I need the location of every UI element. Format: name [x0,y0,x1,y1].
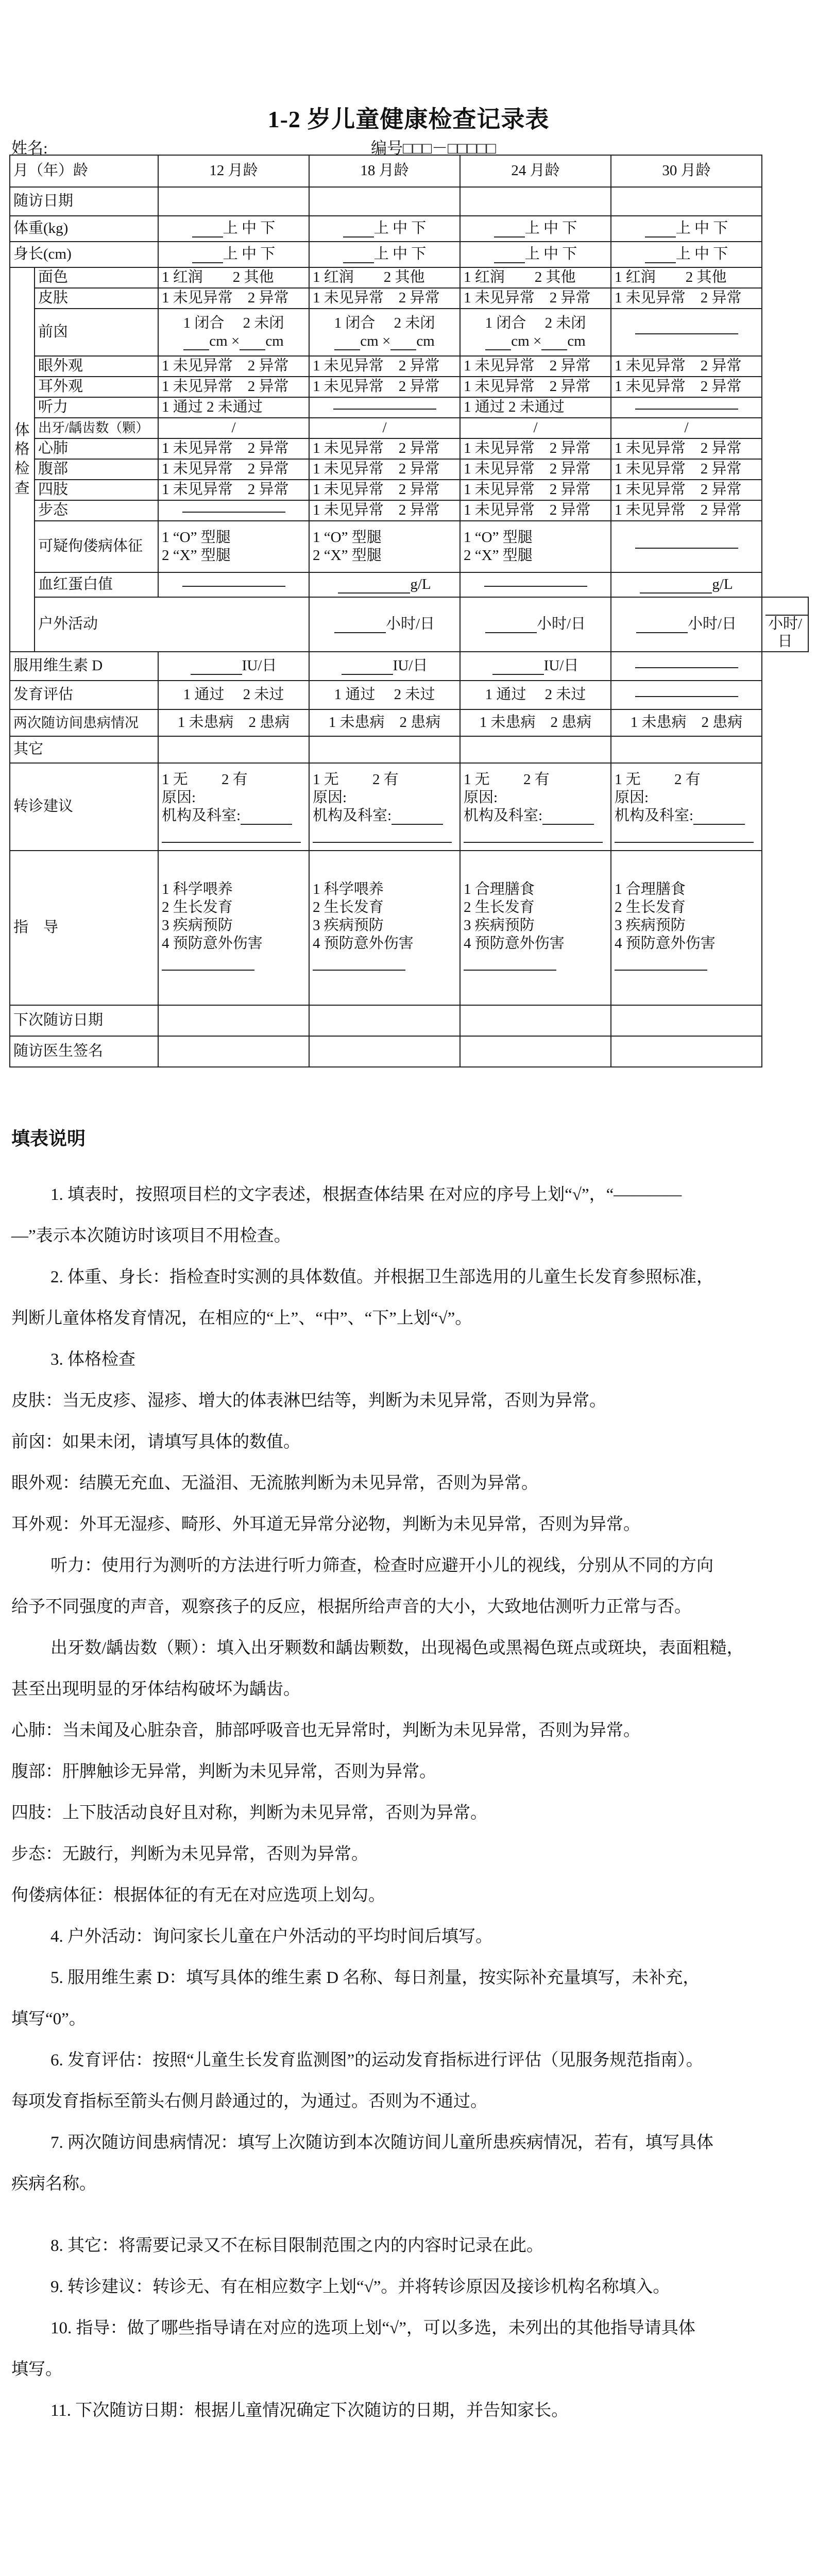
doctor-signature-label: 随访医生签名 [10,1036,158,1067]
referral-cell[interactable]: 1 无 2 有 原因: 机构及科室: [158,763,309,851]
height-cell[interactable]: 上 中 下 [158,242,309,267]
next-visit-cell[interactable] [309,1005,460,1036]
instruction-line: —”表示本次随访时该项目不用检查。 [11,1227,291,1245]
ear-label: 耳外观 [35,377,158,397]
table-row [10,309,808,356]
hearing-label: 听力 [35,397,158,418]
gait-label: 步态 [35,500,158,521]
visit-date-label: 随访日期 [10,187,158,216]
table-row [10,652,808,681]
table-row [10,500,808,521]
next-visit-cell[interactable] [158,1005,309,1036]
hemoglobin-cell [158,572,309,597]
skin-cell[interactable]: 1 未见异常 2 异常 [158,288,309,309]
abdomen-label: 腹部 [35,459,158,480]
hemoglobin-cell[interactable]: g/L [309,572,460,597]
weight-cell[interactable]: 上 中 下 [309,216,460,242]
instruction-line: 4. 户外活动：询问家长儿童在户外活动的平均时间后填写。 [50,1927,492,1946]
guidance-cell[interactable]: 1 科学喂养 2 生长发育 3 疾病预防 4 预防意外伤害 [309,851,460,1005]
table-row [10,242,808,267]
instruction-line: 判断儿童体格发育情况，在相应的“上”、“中”、“下”上划“√”。 [11,1309,472,1328]
fontanel-cell[interactable]: 1 闭合 2 未闭 cm × cm [158,309,309,356]
instruction-line: 佝偻病体征：根据体征的有无在对应选项上划勾。 [11,1886,385,1905]
heart-lung-cell[interactable]: 1 未见异常 2 异常 [309,438,460,459]
instruction-line: 听力：使用行为测听的方法进行听力筛查，检查时应避开小儿的视线，分别从不同的方向 [50,1556,713,1575]
doctor-signature-cell[interactable] [309,1036,460,1067]
table-row [10,572,808,597]
illness-cell[interactable]: 1 未患病 2 患病 [309,709,460,736]
development-cell[interactable]: 1 通过 2 未过 [460,681,611,709]
instruction-line: 填写。 [11,2360,62,2379]
other-cell[interactable] [158,736,309,763]
table-row [10,681,808,709]
table-row [10,187,808,216]
guidance-label: 指 导 [10,851,158,1005]
referral-cell[interactable]: 1 无 2 有 原因: 机构及科室: [309,763,460,851]
fontanel-label: 前囟 [35,309,158,356]
abdomen-cell[interactable]: 1 未见异常 2 异常 [309,459,460,480]
table-row [10,459,808,480]
doctor-signature-cell[interactable] [460,1036,611,1067]
weight-cell[interactable]: 上 中 下 [460,216,611,242]
limbs-cell[interactable]: 1 未见异常 2 异常 [309,480,460,500]
table-row [10,851,808,1005]
illness-cell[interactable]: 1 未患病 2 患病 [611,709,762,736]
ear-cell[interactable]: 1 未见异常 2 异常 [611,377,762,397]
development-cell[interactable]: 1 通过 2 未过 [158,681,309,709]
visit-date-cell[interactable] [158,187,309,216]
fontanel-cell[interactable]: 1 闭合 2 未闭 cm × cm [309,309,460,356]
instructions-heading: 填表说明 [11,1128,86,1149]
instruction-line: 11. 下次随访日期：根据儿童情况确定下次随访的日期，并告知家长。 [50,2401,569,2420]
instruction-line: 皮肤：当无皮疹、湿疹、增大的体表淋巴结等，判断为未见异常，否则为异常。 [11,1392,606,1410]
illness-cell[interactable]: 1 未患病 2 患病 [158,709,309,736]
instruction-line: 前囟：如果未闭，请填写具体的数值。 [11,1433,300,1451]
outdoor-cell[interactable]: 小时/日 [309,597,460,652]
referral-label: 转诊建议 [10,763,158,851]
gait-cell[interactable]: 1 未见异常 2 异常 [460,500,611,521]
face-label: 面色 [35,267,158,288]
rickets-cell [611,521,762,572]
gait-cell [158,500,309,521]
heart-lung-cell[interactable]: 1 未见异常 2 异常 [611,438,762,459]
rickets-cell[interactable]: 1 “O” 型腿 2 “X” 型腿 [460,521,611,572]
table-row [10,480,808,500]
vitamin-d-cell[interactable]: IU/日 [158,652,309,681]
limbs-cell[interactable]: 1 未见异常 2 异常 [611,480,762,500]
next-visit-label: 下次随访日期 [10,1005,158,1036]
weight-cell[interactable]: 上 中 下 [158,216,309,242]
limbs-cell[interactable]: 1 未见异常 2 异常 [460,480,611,500]
development-cell[interactable]: 1 通过 2 未过 [309,681,460,709]
hearing-cell [309,397,460,418]
visit-date-cell[interactable] [460,187,611,216]
rickets-cell[interactable]: 1 “O” 型腿 2 “X” 型腿 [158,521,309,572]
vitamin-d-cell[interactable]: IU/日 [460,652,611,681]
limbs-cell[interactable]: 1 未见异常 2 异常 [158,480,309,500]
guidance-cell[interactable]: 1 合理膳食 2 生长发育 3 疾病预防 4 预防意外伤害 [460,851,611,1005]
face-cell[interactable]: 1 红润 2 其他 [611,267,762,288]
instruction-line: 2. 体重、身长：指检查时实测的具体数值。并根据卫生部选用的儿童生长发育参照标准， [50,1268,713,1286]
instruction-line: 步态：无跛行，判断为未见异常，否则为异常。 [11,1845,368,1863]
heart-lung-label: 心肺 [35,438,158,459]
hemoglobin-cell[interactable]: g/L [611,572,762,597]
table-row [10,377,808,397]
table-row [10,397,808,418]
gait-cell[interactable]: 1 未见异常 2 异常 [309,500,460,521]
age-30: 30 月龄 [611,155,762,187]
teeth-cell[interactable]: / [309,418,460,438]
doctor-signature-cell[interactable] [158,1036,309,1067]
eye-cell[interactable]: 1 未见异常 2 异常 [309,356,460,377]
hearing-cell[interactable]: 1 通过 2 未通过 [460,397,611,418]
teeth-label: 出牙/龋齿数（颗） [35,418,158,438]
next-visit-cell[interactable] [460,1005,611,1036]
rickets-label: 可疑佝偻病体征 [35,521,158,572]
name-label: 姓名: [11,139,48,157]
table-row [10,763,808,851]
visit-date-cell[interactable] [611,187,762,216]
page-title: 1-2 岁儿童健康检查记录表 [267,106,550,132]
table-row [10,1005,808,1036]
development-label: 发育评估 [10,681,158,709]
face-cell[interactable]: 1 红润 2 其他 [309,267,460,288]
referral-cell[interactable]: 1 无 2 有 原因: 机构及科室: [611,763,762,851]
hearing-cell[interactable]: 1 通过 2 未通过 [158,397,309,418]
referral-cell[interactable]: 1 无 2 有 原因: 机构及科室: [460,763,611,851]
face-cell[interactable]: 1 红润 2 其他 [158,267,309,288]
record-number-label: 编号□□□－□□□□□ [371,139,496,157]
height-cell[interactable]: 上 中 下 [611,242,762,267]
guidance-cell[interactable]: 1 科学喂养 2 生长发育 3 疾病预防 4 预防意外伤害 [158,851,309,1005]
fontanel-cell[interactable]: 1 闭合 2 未闭 cm × cm [460,309,611,356]
instruction-line: 10. 指导：做了哪些指导请在对应的选项上划“√”，可以多选，未列出的其他指导请具体 [50,2319,695,2337]
ear-cell[interactable]: 1 未见异常 2 异常 [158,377,309,397]
table-row [10,216,808,242]
instruction-line: 3. 体格检查 [50,1350,135,1369]
skin-cell[interactable]: 1 未见异常 2 异常 [460,288,611,309]
heart-lung-cell[interactable]: 1 未见异常 2 异常 [460,438,611,459]
heart-lung-cell[interactable]: 1 未见异常 2 异常 [158,438,309,459]
limbs-label: 四肢 [35,480,158,500]
instruction-line: 5. 服用维生素 D：填写具体的维生素 D 名称、每日剂量，按实际补充量填写，未补充， [50,1969,700,1987]
age-12: 12 月龄 [158,155,309,187]
age-header: 月（年）龄 [10,155,158,187]
doctor-signature-cell[interactable] [611,1036,762,1067]
instruction-line: 1. 填表时，按照项目栏的文字表述，根据查体结果 在对应的序号上划“√”，“———— [50,1185,682,1204]
ear-cell[interactable]: 1 未见异常 2 异常 [460,377,611,397]
face-cell[interactable]: 1 红润 2 其他 [460,267,611,288]
weight-cell[interactable]: 上 中 下 [611,216,762,242]
table-row [10,418,808,438]
eye-cell[interactable]: 1 未见异常 2 异常 [158,356,309,377]
visit-date-cell[interactable] [309,187,460,216]
guidance-cell[interactable]: 1 合理膳食 2 生长发育 3 疾病预防 4 预防意外伤害 [611,851,762,1005]
teeth-cell[interactable]: / [158,418,309,438]
eye-label: 眼外观 [35,356,158,377]
rickets-cell[interactable]: 1 “O” 型腿 2 “X” 型腿 [309,521,460,572]
table-row [10,1036,808,1067]
skin-label: 皮肤 [35,288,158,309]
teeth-cell[interactable]: / [460,418,611,438]
height-cell[interactable]: 上 中 下 [309,242,460,267]
instruction-line: 心肺：当未闻及心脏杂音，肺部呼吸音也无异常时，判断为未见异常，否则为异常。 [11,1721,640,1740]
table-row [10,521,808,572]
table-row [10,597,808,652]
instruction-line: 疾病名称。 [11,2175,96,2193]
age-24: 24 月龄 [460,155,611,187]
instruction-line: 6. 发育评估：按照“儿童生长发育监测图”的运动发育指标进行评估（见服务规范指南）。 [50,2051,703,2070]
weight-label: 体重(kg) [10,216,158,242]
fontanel-cell [611,309,762,356]
outdoor-cell[interactable]: 小时/日 [611,597,762,652]
vitamin-d-cell[interactable]: IU/日 [309,652,460,681]
instruction-line: 出牙数/龋齿数（颗）：填入出牙颗数和龋齿颗数，出现褐色或黑褐色斑点或斑块，表面粗糙， [50,1639,744,1657]
development-cell [611,681,762,709]
instruction-line: 甚至出现明显的牙体结构破坏为龋齿。 [11,1680,300,1699]
other-cell[interactable] [460,736,611,763]
vitamin-d-label: 服用维生素 D [10,652,158,681]
instruction-line: 眼外观：结膜无充血、无溢泪、无流脓判断为未见异常，否则为异常。 [11,1474,538,1493]
ear-cell[interactable]: 1 未见异常 2 异常 [309,377,460,397]
age-18: 18 月龄 [309,155,460,187]
hearing-cell [611,397,762,418]
height-label: 身长(cm) [10,242,158,267]
table-row [10,267,808,288]
instruction-line: 7. 两次随访间患病情况：填写上次随访到本次随访间儿童所患疾病情况，若有，填写具体 [50,2133,713,2152]
table-row [10,709,808,736]
table-row [10,288,808,309]
other-cell[interactable] [309,736,460,763]
table-row [10,356,808,377]
table-row [10,155,808,187]
skin-cell[interactable]: 1 未见异常 2 异常 [309,288,460,309]
table-row [10,736,808,763]
table-row [10,438,808,459]
instruction-line: 耳外观：外耳无湿疹、畸形、外耳道无异常分泌物，判断为未见异常，否则为异常。 [11,1515,640,1534]
instruction-line: 每项发育指标至箭头右侧月龄通过的，为通过。否则为不通过。 [11,2092,487,2111]
instruction-line: 8. 其它：将需要记录又不在标目限制范围之内的内容时记录在此。 [50,2236,543,2255]
illness-label: 两次随访间患病情况 [10,709,158,736]
eye-cell[interactable]: 1 未见异常 2 异常 [611,356,762,377]
skin-cell[interactable]: 1 未见异常 2 异常 [611,288,762,309]
abdomen-cell[interactable]: 1 未见异常 2 异常 [158,459,309,480]
instruction-line: 9. 转诊建议：转诊无、有在相应数字上划“√”。并将转诊原因及接诊机构名称填入。 [50,2278,670,2296]
gait-cell[interactable]: 1 未见异常 2 异常 [611,500,762,521]
illness-cell[interactable]: 1 未患病 2 患病 [460,709,611,736]
instruction-line: 腹部：肝脾触诊无异常，判断为未见异常，否则为异常。 [11,1762,436,1781]
vitamin-d-cell [611,652,762,681]
instruction-line: 给予不同强度的声音，观察孩子的反应，根据所给声音的大小，大致地估测听力正常与否。 [11,1598,691,1616]
hemoglobin-cell [460,572,611,597]
checkup-record-table [9,155,809,1067]
outdoor-cell[interactable]: 小时/日 [762,597,808,652]
outdoor-cell[interactable]: 小时/日 [460,597,611,652]
next-visit-cell[interactable] [611,1005,762,1036]
outdoor-label: 户外活动 [35,597,309,652]
hemoglobin-label: 血红蛋白值 [35,572,158,597]
instruction-line: 填写“0”。 [11,2010,86,2028]
other-label: 其它 [10,736,158,763]
abdomen-cell[interactable]: 1 未见异常 2 异常 [460,459,611,480]
teeth-cell[interactable]: / [611,418,762,438]
eye-cell[interactable]: 1 未见异常 2 异常 [460,356,611,377]
height-cell[interactable]: 上 中 下 [460,242,611,267]
other-cell[interactable] [611,736,762,763]
abdomen-cell[interactable]: 1 未见异常 2 异常 [611,459,762,480]
instruction-line: 四肢：上下肢活动良好且对称，判断为未见异常，否则为异常。 [11,1804,487,1822]
instructions-section [11,1124,807,2431]
physical-exam-category: 体格检查 [10,267,35,652]
